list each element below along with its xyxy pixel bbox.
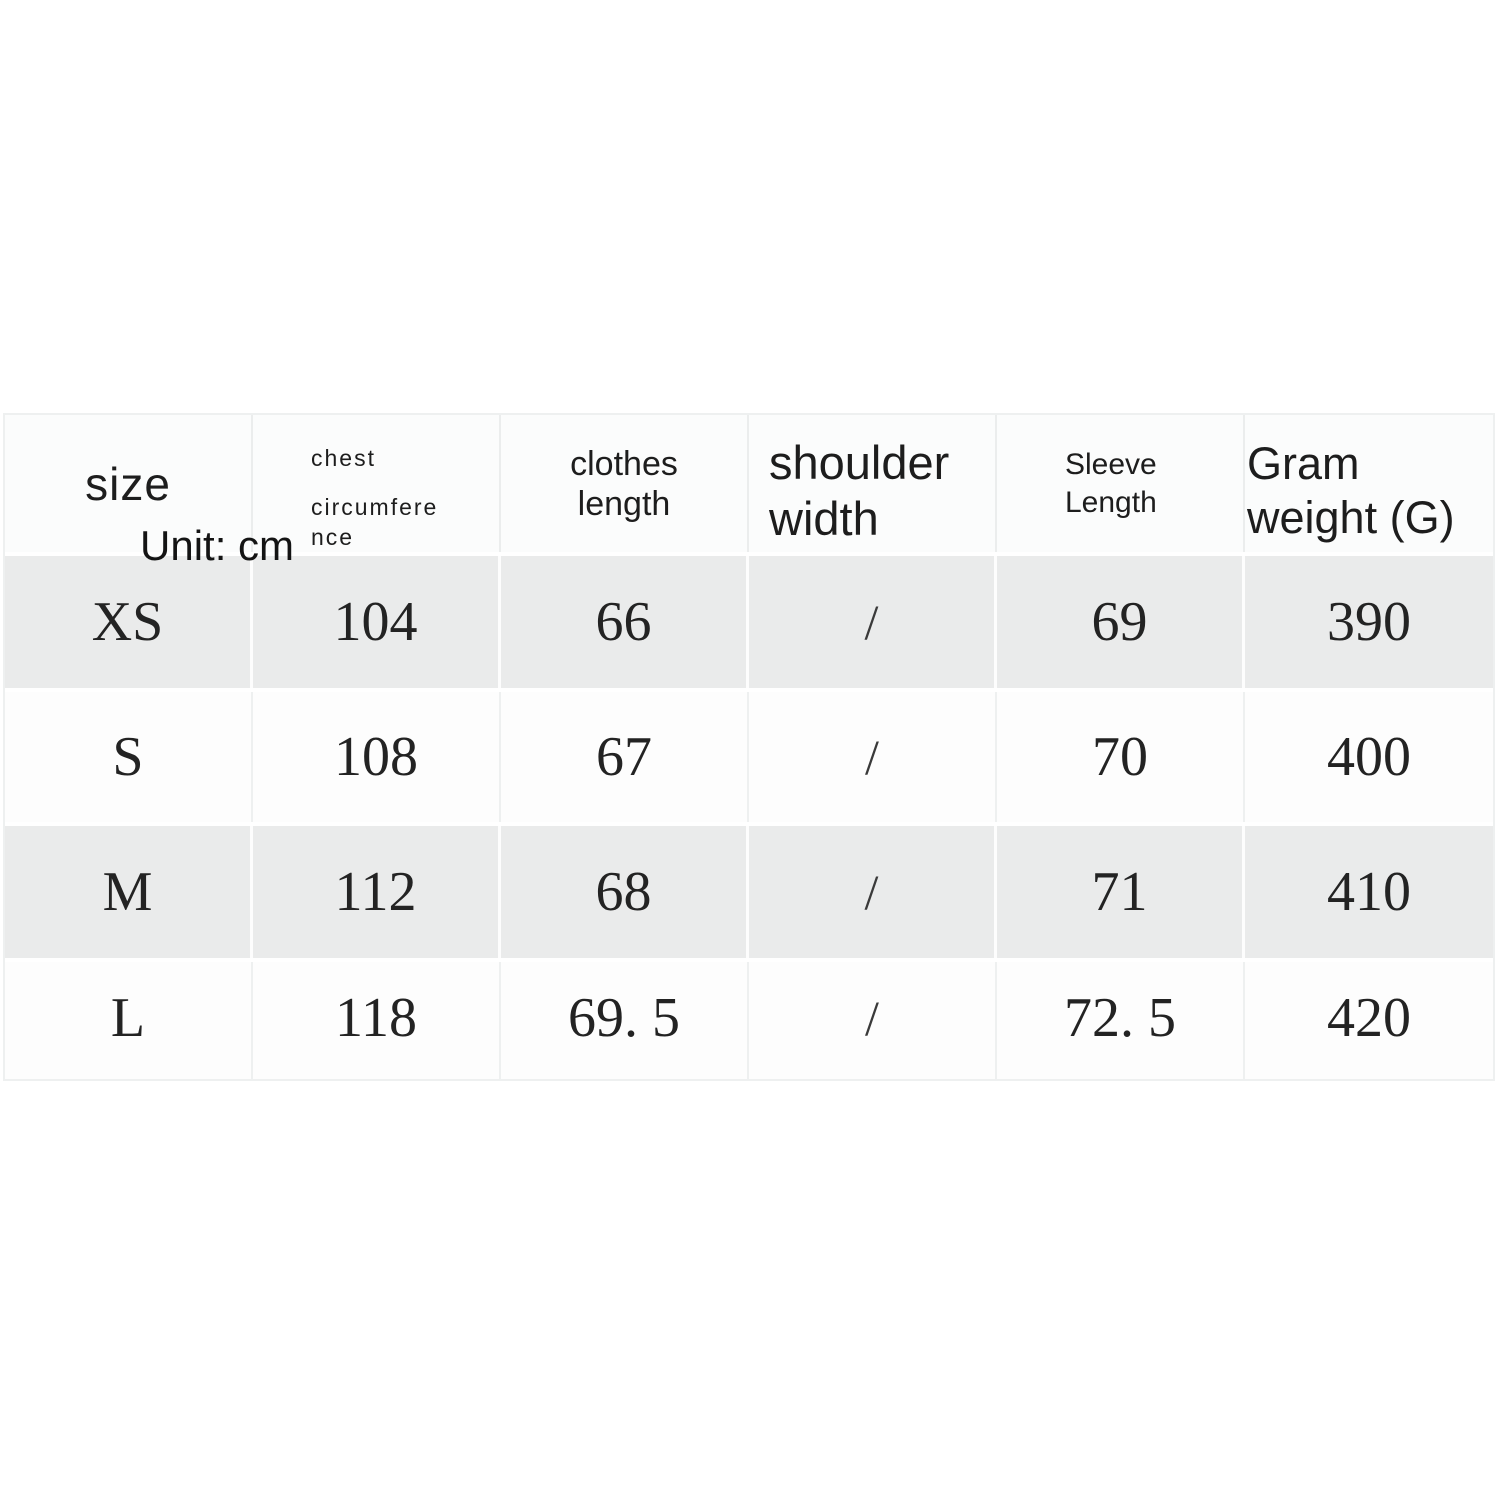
header-cell-shoulder-width — [749, 415, 997, 552]
header-size-label: size — [85, 457, 171, 510]
header-chest-line1: chest — [311, 445, 376, 471]
cell-s-gram-weight: 400 — [1327, 726, 1411, 788]
cell-l-chest: 118 — [253, 962, 501, 1079]
cell-s-shoulder-width: / — [749, 692, 997, 822]
cell-l-clothes-length: 69. 5 — [501, 962, 749, 1079]
header-gram-weight-label: Gram weight (G) — [1247, 437, 1455, 543]
header-shoulder-width-label: shoulder width — [769, 435, 950, 545]
cell-m-size: M — [5, 826, 253, 958]
table-row-s — [5, 692, 1493, 822]
cell-xs-chest: 104 — [253, 556, 501, 688]
cell-s-chest: 108 — [253, 692, 501, 822]
unit-note: Unit: cm — [140, 522, 295, 569]
cell-s-sleeve-length: 70 — [997, 692, 1245, 822]
cell-xs-gram-weight: 390 — [1327, 591, 1411, 653]
cell-l-shoulder-width: / — [749, 962, 997, 1079]
cell-l-size: L — [5, 962, 253, 1079]
header-clothes-length-label: clothes length — [570, 444, 678, 523]
cell-m-clothes-length: 68 — [501, 826, 749, 958]
cell-xs-size: XS — [5, 556, 253, 688]
header-chest-line2: circumference — [311, 494, 439, 550]
cell-m-sleeve-length: 71 — [997, 826, 1245, 958]
size-chart-table — [3, 413, 1495, 1081]
cell-m-shoulder-width: / — [749, 826, 997, 958]
header-cell-sleeve-length — [997, 415, 1245, 552]
cell-l-gram-weight: 420 — [1327, 986, 1411, 1049]
cell-xs-sleeve-length: 69 — [997, 556, 1245, 688]
header-cell-gram-weight — [1245, 415, 1493, 552]
header-cell-clothes-length — [501, 415, 749, 552]
cell-m-chest: 112 — [253, 826, 501, 958]
header-sleeve-length-label: Sleeve Length — [1065, 447, 1157, 519]
table-row-m — [5, 826, 1493, 958]
cell-m-gram-weight: 410 — [1327, 861, 1411, 923]
cell-s-clothes-length: 67 — [501, 692, 749, 822]
cell-s-size: S — [5, 692, 253, 822]
cell-l-sleeve-length: 72. 5 — [997, 962, 1245, 1079]
cell-xs-shoulder-width: / — [749, 556, 997, 688]
table-row-l — [5, 962, 1493, 1079]
table-row-xs — [5, 556, 1493, 688]
cell-xs-clothes-length: 66 — [501, 556, 749, 688]
